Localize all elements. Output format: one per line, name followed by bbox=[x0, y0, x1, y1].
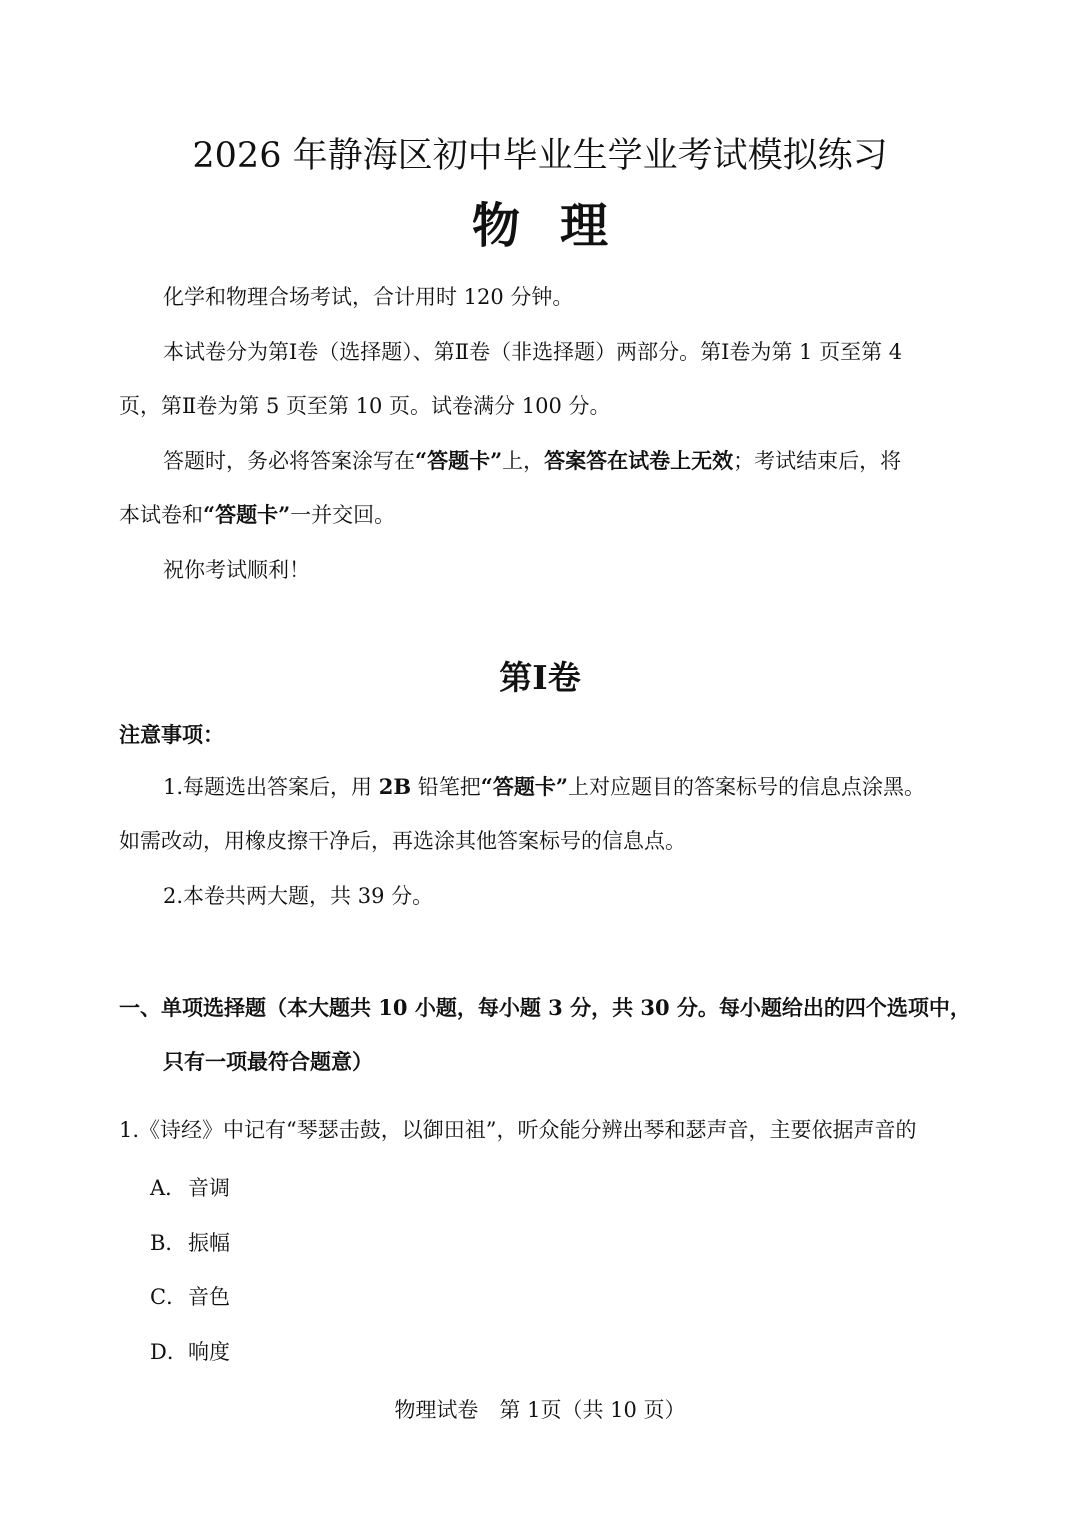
option-d-text: 响度 bbox=[188, 1340, 230, 1364]
intro-line-1: 化学和物理合场考试，合计用时 120 分钟。 bbox=[163, 285, 574, 309]
notice-1-a: 1.每题选出答案后，用 bbox=[163, 775, 379, 799]
notice-1 bbox=[163, 775, 925, 799]
option-b bbox=[150, 1227, 230, 1257]
option-b-text: 振幅 bbox=[188, 1231, 230, 1255]
intro-line-5 bbox=[119, 503, 395, 527]
subject-title-part2: 理 bbox=[560, 198, 609, 254]
subject-title bbox=[0, 187, 1080, 256]
intro-line-5-c: 一并交回。 bbox=[290, 503, 396, 527]
option-a-text: 音调 bbox=[188, 1176, 230, 1200]
intro-line-5-a: 本试卷和 bbox=[119, 503, 203, 527]
answer-card-term-3: “答题卡” bbox=[480, 774, 568, 799]
notice-1-line-2: 如需改动，用橡皮擦干净后，再选涂其他答案标号的信息点。 bbox=[119, 829, 686, 853]
answer-card-term: “答题卡” bbox=[415, 448, 503, 473]
intro-line-2: 本试卷分为第Ⅰ卷（选择题）、第Ⅱ卷（非选择题）两部分。第Ⅰ卷为第 1 页至第 4 bbox=[163, 340, 903, 364]
intro-line-4 bbox=[163, 449, 901, 473]
volume-title: 第Ⅰ卷 bbox=[499, 658, 581, 697]
intro-line-4-c: 上， bbox=[502, 449, 545, 473]
option-c-text: 音色 bbox=[188, 1285, 230, 1309]
page-footer: 物理试卷 第 1页（共 10 页） bbox=[394, 1398, 686, 1422]
intro-line-6: 祝你考试顺利！ bbox=[163, 558, 310, 582]
notice-1-c: 铅笔把 bbox=[411, 775, 481, 799]
notice-1-e: 上对应题目的答案标号的信息点涂黑。 bbox=[567, 775, 925, 799]
option-c-key: C． bbox=[150, 1285, 188, 1309]
option-a-key: A． bbox=[150, 1176, 187, 1200]
notice-2: 2.本卷共两大题，共 39 分。 bbox=[163, 884, 434, 908]
notice-heading: 注意事项： bbox=[119, 722, 224, 747]
option-b-key: B． bbox=[150, 1231, 187, 1255]
answer-card-term-2: “答题卡” bbox=[203, 502, 291, 527]
section-heading-line-1: 一、单项选择题（本大题共 10 小题，每小题 3 分，共 30 分。每小题给出的四个选项中， bbox=[119, 995, 971, 1020]
pencil-grade: 2B bbox=[378, 774, 412, 799]
intro-line-4-e: ；考试结束后，将 bbox=[733, 449, 902, 473]
subject-title-part1: 物 bbox=[471, 198, 520, 254]
intro-line-3: 页，第Ⅱ卷为第 5 页至第 10 页。试卷满分 100 分。 bbox=[119, 394, 611, 418]
option-d bbox=[150, 1336, 230, 1366]
question-1-stem: 1.《诗经》中记有“琴瑟击鼓，以御田祖”，听众能分辨出琴和瑟声音，主要依据声音的 bbox=[119, 1118, 917, 1142]
invalid-warning: 答案答在试卷上无效 bbox=[544, 448, 734, 473]
option-a bbox=[150, 1172, 230, 1202]
option-d-key: D． bbox=[150, 1340, 188, 1364]
section-heading-line-2: 只有一项最符合题意） bbox=[163, 1049, 373, 1074]
intro-line-4-a: 答题时，务必将答案涂写在 bbox=[163, 449, 415, 473]
option-c bbox=[150, 1281, 230, 1311]
exam-title: 2026 年静海区初中毕业生学业考试模拟练习 bbox=[192, 136, 888, 176]
